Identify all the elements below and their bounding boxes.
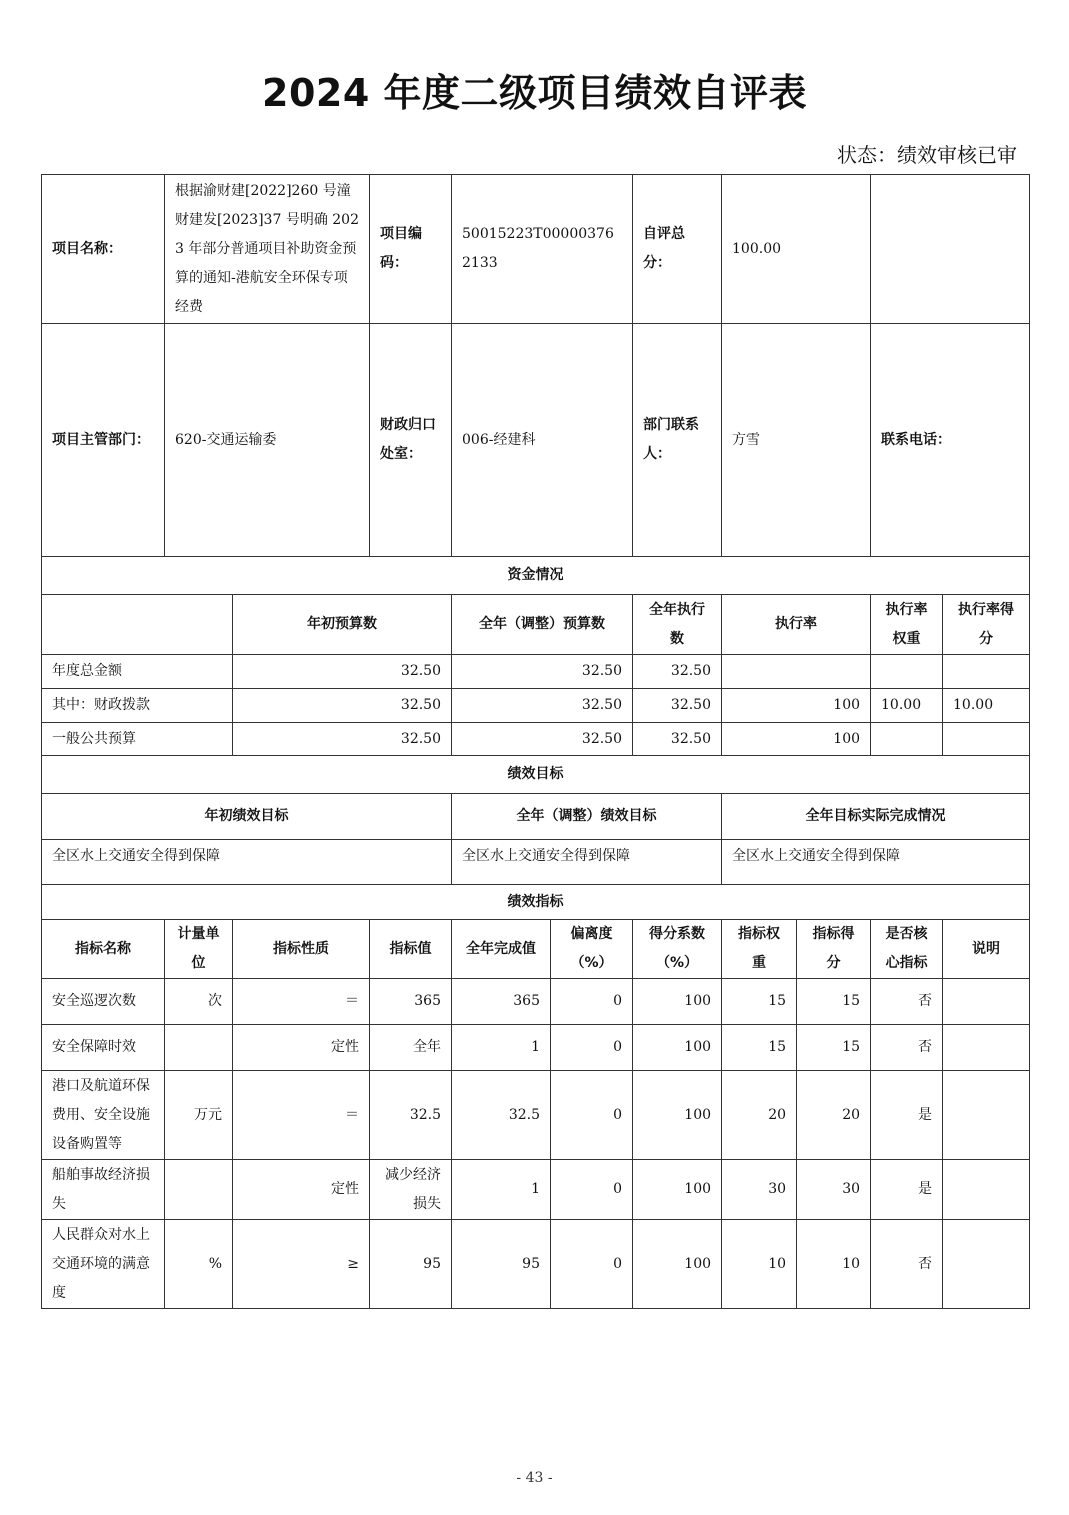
goals-header-initial: 年初绩效目标: [42, 794, 452, 840]
funds-rate: [722, 655, 871, 689]
ind-deviation: 0: [551, 1220, 633, 1309]
ind-header-weight: 指标权重: [722, 920, 797, 979]
goals-header-adjusted: 全年（调整）绩效目标: [452, 794, 722, 840]
ind-nature: ≥: [233, 1220, 370, 1309]
project-name-label: 项目名称：: [42, 175, 165, 324]
indicator-row: [42, 1071, 1030, 1160]
goals-section-title: 绩效目标: [42, 756, 1030, 794]
ind-value: 95: [370, 1220, 452, 1309]
goals-header-actual: 全年目标实际完成情况: [722, 794, 1030, 840]
ind-score: 15: [797, 1025, 871, 1071]
status-text: 状态：绩效审核已审: [837, 143, 1017, 167]
phone-label: 联系电话：: [871, 324, 1030, 557]
ind-score: 15: [797, 979, 871, 1025]
ind-actual: 1: [452, 1160, 551, 1220]
funds-row-label: 其中：财政拨款: [42, 689, 233, 723]
funds-weight: [871, 723, 943, 756]
indicator-row: [42, 979, 1030, 1025]
ind-core: 否: [871, 1220, 943, 1309]
ind-value: 32.5: [370, 1071, 452, 1160]
empty-cell: [871, 175, 1030, 324]
ind-coef: 100: [633, 979, 722, 1025]
ind-unit: [165, 1025, 233, 1071]
ind-core: 否: [871, 979, 943, 1025]
ind-name: 安全保障时效: [42, 1025, 165, 1071]
office-value: 006-经建科: [452, 324, 633, 557]
ind-weight: 30: [722, 1160, 797, 1220]
ind-unit: [165, 1160, 233, 1220]
ind-unit: 万元: [165, 1071, 233, 1160]
ind-name: 港口及航道环保费用、安全设施设备购置等: [42, 1071, 165, 1160]
funds-weight: 10.00: [871, 689, 943, 723]
empty-cell: [42, 595, 233, 655]
ind-score: 30: [797, 1160, 871, 1220]
ind-header-actual: 全年完成值: [452, 920, 551, 979]
ind-deviation: 0: [551, 1025, 633, 1071]
funds-rate: 100: [722, 723, 871, 756]
funds-row: [42, 723, 1030, 756]
funds-executed: 32.50: [633, 655, 722, 689]
project-code-value: 50015223T000003762133: [452, 175, 633, 324]
ind-header-note: 说明: [943, 920, 1030, 979]
ind-core: 是: [871, 1071, 943, 1160]
ind-core: 否: [871, 1025, 943, 1071]
funds-adjusted: 32.50: [452, 689, 633, 723]
ind-header-core: 是否核心指标: [871, 920, 943, 979]
ind-unit: %: [165, 1220, 233, 1309]
ind-actual: 32.5: [452, 1071, 551, 1160]
ind-score: 10: [797, 1220, 871, 1309]
funds-rate: 100: [722, 689, 871, 723]
ind-value: 365: [370, 979, 452, 1025]
ind-nature: 定性: [233, 1160, 370, 1220]
dept-label: 项目主管部门：: [42, 324, 165, 557]
funds-header-adjusted: 全年（调整）预算数: [452, 595, 633, 655]
contact-label: 部门联系人：: [633, 324, 722, 557]
ind-weight: 20: [722, 1071, 797, 1160]
ind-actual: 365: [452, 979, 551, 1025]
funds-adjusted: 32.50: [452, 655, 633, 689]
funds-row: [42, 689, 1030, 723]
ind-name: 船舶事故经济损失: [42, 1160, 165, 1220]
ind-note: [943, 1071, 1030, 1160]
ind-header-name: 指标名称: [42, 920, 165, 979]
ind-header-deviation: 偏离度（%）: [551, 920, 633, 979]
indicator-row: [42, 1220, 1030, 1309]
self-score-value: 100.00: [722, 175, 871, 324]
goal-adjusted-value: 全区水上交通安全得到保障: [452, 840, 722, 885]
indicator-row: [42, 1025, 1030, 1071]
office-label: 财政归口处室：: [370, 324, 452, 557]
ind-note: [943, 979, 1030, 1025]
ind-name: 人民群众对水上交通环境的满意度: [42, 1220, 165, 1309]
evaluation-table: [41, 174, 1030, 1309]
ind-note: [943, 1025, 1030, 1071]
ind-actual: 1: [452, 1025, 551, 1071]
funds-executed: 32.50: [633, 689, 722, 723]
ind-score: 20: [797, 1071, 871, 1160]
ind-value: 全年: [370, 1025, 452, 1071]
dept-value: 620-交通运输委: [165, 324, 370, 557]
funds-initial: 32.50: [233, 723, 452, 756]
ind-weight: 10: [722, 1220, 797, 1309]
ind-header-unit: 计量单位: [165, 920, 233, 979]
ind-note: [943, 1160, 1030, 1220]
funds-weight: [871, 655, 943, 689]
ind-coef: 100: [633, 1025, 722, 1071]
funds-score: [943, 723, 1030, 756]
ind-actual: 95: [452, 1220, 551, 1309]
ind-nature: ＝: [233, 979, 370, 1025]
funds-initial: 32.50: [233, 655, 452, 689]
ind-core: 是: [871, 1160, 943, 1220]
ind-deviation: 0: [551, 1071, 633, 1160]
ind-header-nature: 指标性质: [233, 920, 370, 979]
goal-actual-value: 全区水上交通安全得到保障: [722, 840, 1030, 885]
ind-deviation: 0: [551, 1160, 633, 1220]
funds-row: [42, 655, 1030, 689]
ind-value: 减少经济损失: [370, 1160, 452, 1220]
self-score-label: 自评总分：: [633, 175, 722, 324]
page-title: 2024 年度二级项目绩效自评表: [262, 71, 807, 115]
indicator-row: [42, 1160, 1030, 1220]
funds-header-weight: 执行率权重: [871, 595, 943, 655]
ind-nature: ＝: [233, 1071, 370, 1160]
ind-coef: 100: [633, 1071, 722, 1160]
page-number: - 43 -: [516, 1470, 553, 1486]
funds-score: 10.00: [943, 689, 1030, 723]
ind-weight: 15: [722, 1025, 797, 1071]
ind-header-score: 指标得分: [797, 920, 871, 979]
ind-coef: 100: [633, 1220, 722, 1309]
ind-unit: 次: [165, 979, 233, 1025]
ind-weight: 15: [722, 979, 797, 1025]
funds-score: [943, 655, 1030, 689]
funds-row-label: 年度总金额: [42, 655, 233, 689]
funds-adjusted: 32.50: [452, 723, 633, 756]
funds-header-rate: 执行率: [722, 595, 871, 655]
ind-header-value: 指标值: [370, 920, 452, 979]
funds-section-title: 资金情况: [42, 557, 1030, 595]
ind-header-coef: 得分系数（%）: [633, 920, 722, 979]
ind-coef: 100: [633, 1160, 722, 1220]
funds-header-executed: 全年执行数: [633, 595, 722, 655]
contact-value: 方雪: [722, 324, 871, 557]
project-code-label: 项目编码：: [370, 175, 452, 324]
project-name-value: 根据渝财建[2022]260 号潼财建发[2023]37 号明确 2023 年部分普通项目补助资金预算的通知-港航安全环保专项经费: [165, 175, 370, 324]
funds-initial: 32.50: [233, 689, 452, 723]
ind-nature: 定性: [233, 1025, 370, 1071]
ind-name: 安全巡逻次数: [42, 979, 165, 1025]
indicators-section-title: 绩效指标: [42, 885, 1030, 920]
ind-deviation: 0: [551, 979, 633, 1025]
funds-executed: 32.50: [633, 723, 722, 756]
funds-header-score: 执行率得分: [943, 595, 1030, 655]
ind-note: [943, 1220, 1030, 1309]
funds-header-initial: 年初预算数: [233, 595, 452, 655]
goal-initial-value: 全区水上交通安全得到保障: [42, 840, 452, 885]
funds-row-label: 一般公共预算: [42, 723, 233, 756]
